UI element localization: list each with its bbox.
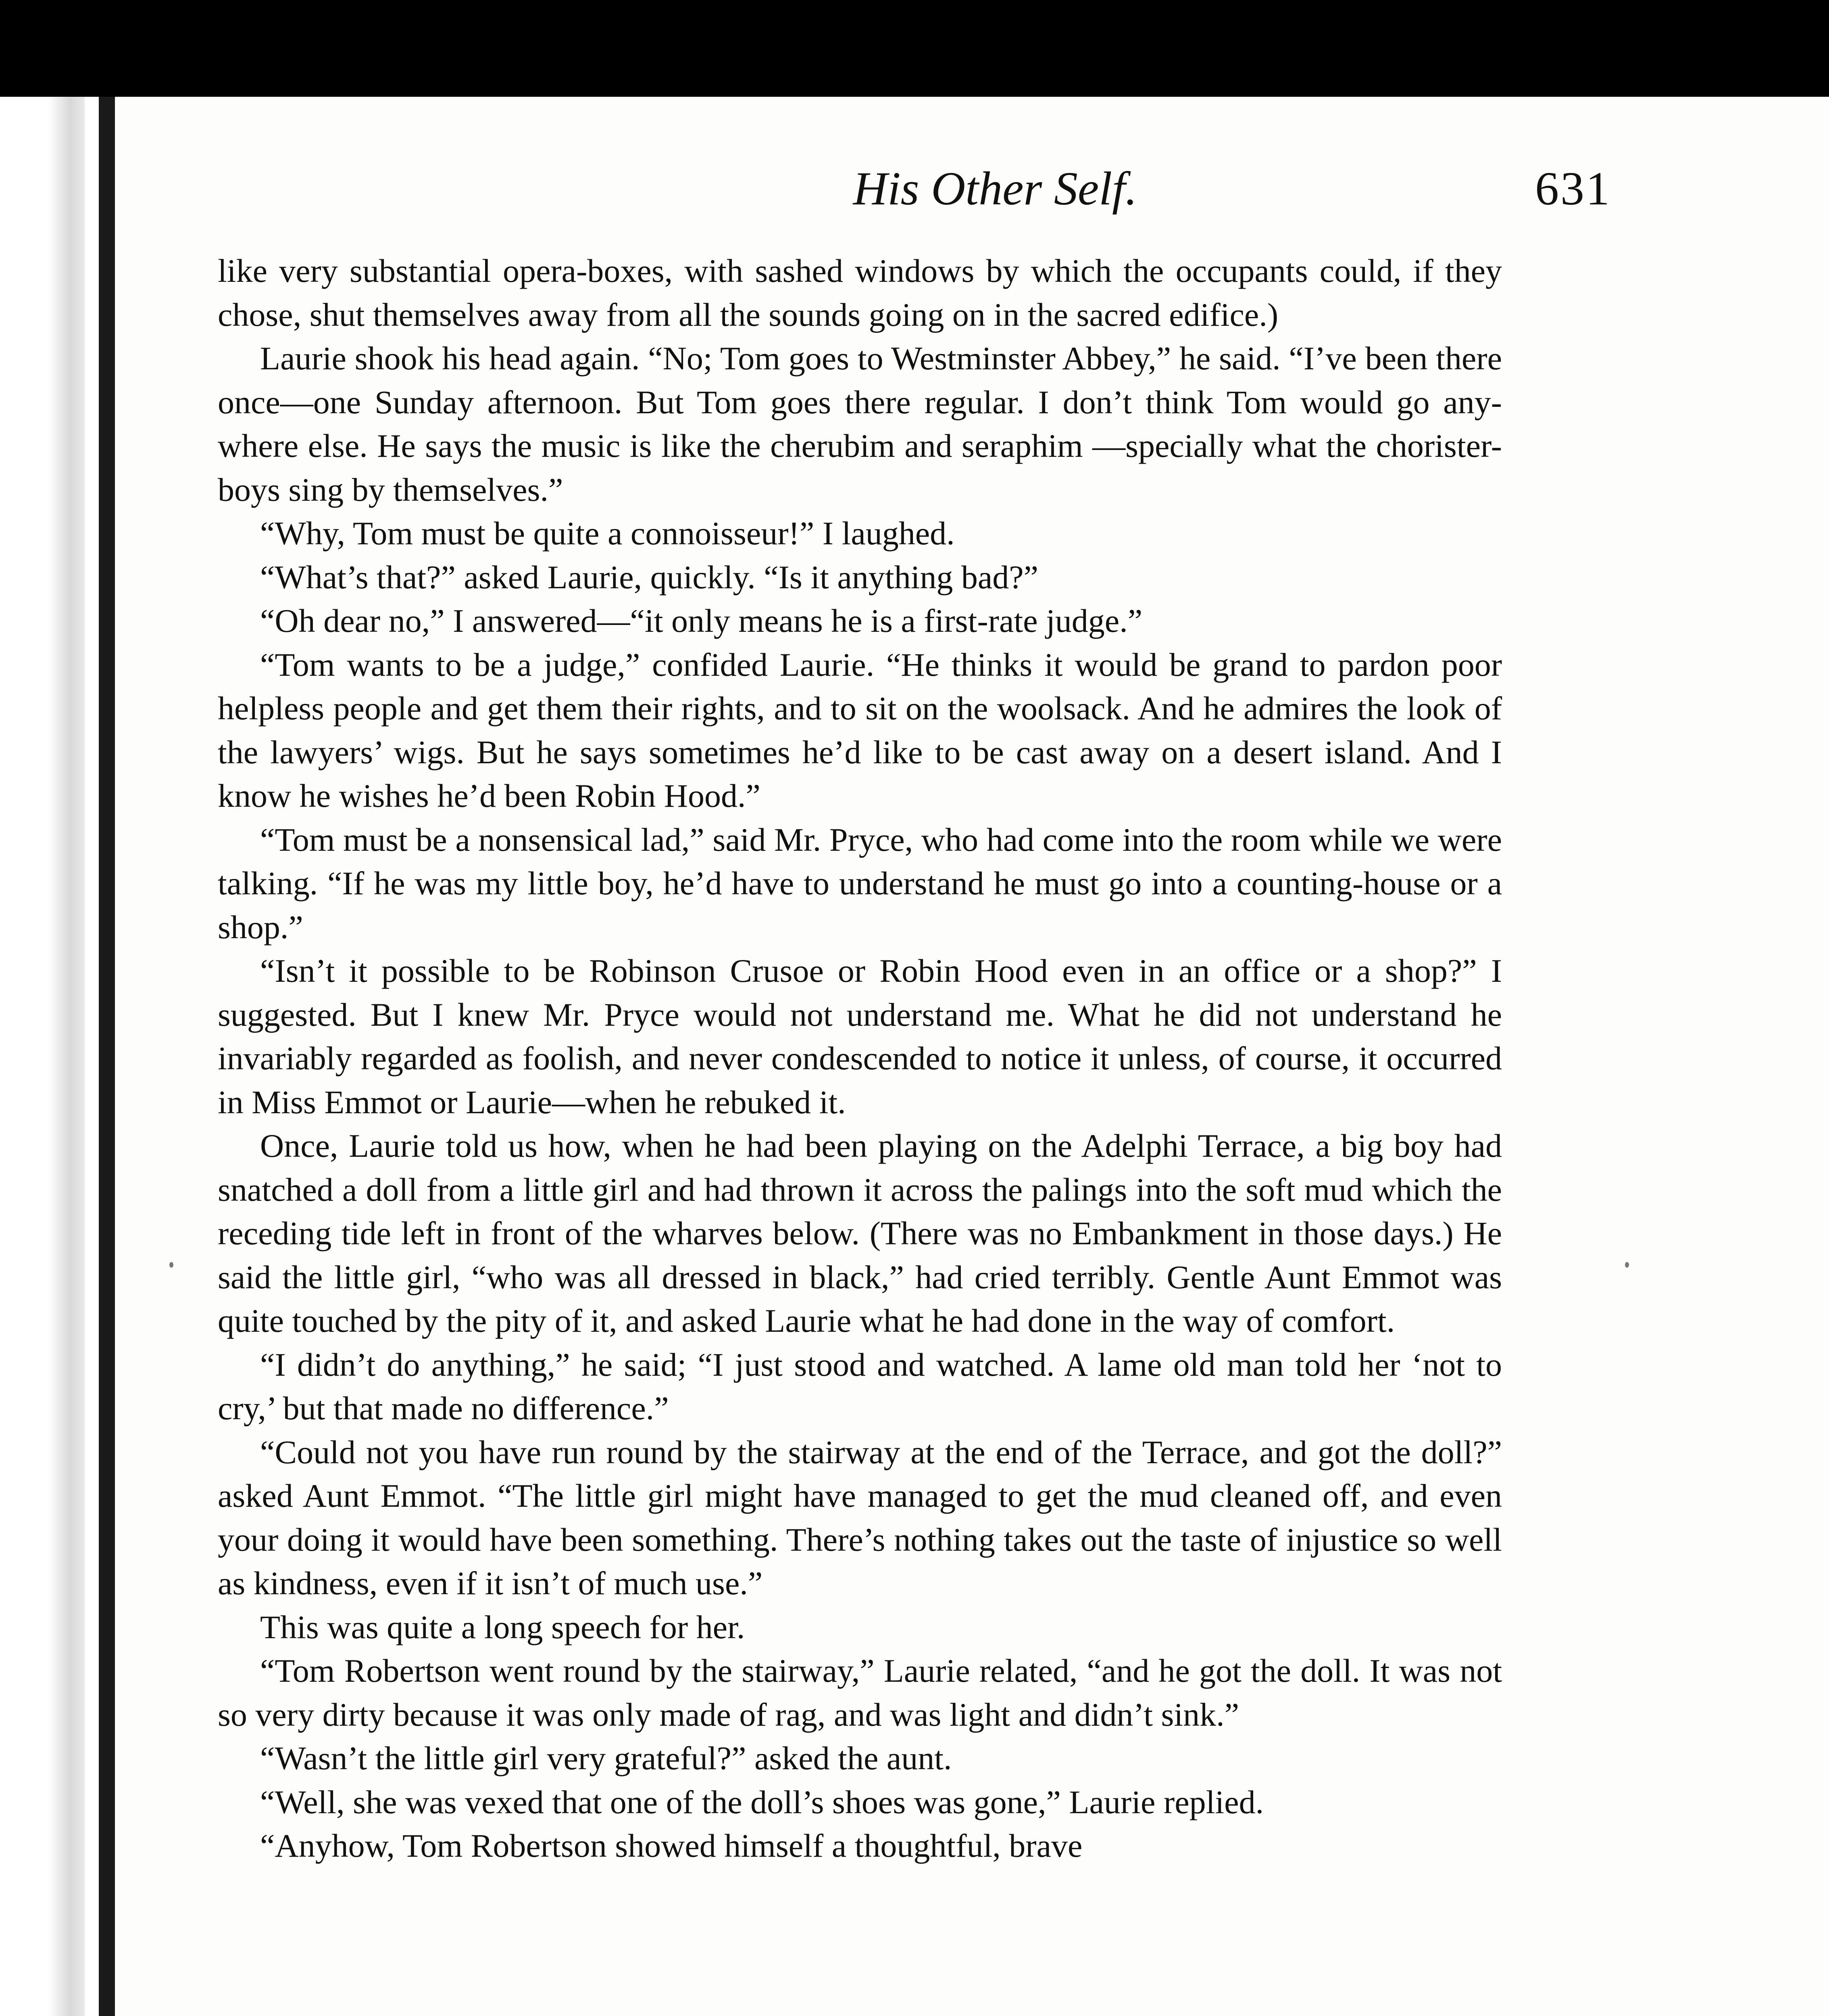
page-body [218, 249, 1502, 1868]
paragraph: “Oh dear no,” I answered—“it only means he is a first-rate judge.” [260, 602, 1143, 639]
paragraph: like very substantial opera-boxes, with sashed windows by which the occupants could, if they chose, shut themselves away from all the sounds going on in the sacred edifice.) [218, 252, 1502, 333]
page-header [218, 161, 1611, 234]
paragraph: “Tom must be a nonsensical lad,” said Mr. Pryce, who had come into the room while we were talking. “If he was my little boy, he’d have to understand he must go into a counting-house or a shop.” [218, 821, 1502, 946]
running-title: His Other Self. [853, 162, 1137, 215]
paragraph: This was quite a long speech for her. [260, 1608, 745, 1645]
paragraph: “Why, Tom must be quite a connoisseur!” I laughed. [260, 515, 955, 552]
paragraph: “I didn’t do anything,” he said; “I just stood and watched. A lame old man told her ‘not to cry,’ but that made no difference.” [218, 1346, 1502, 1427]
paragraph: Laurie shook his head again. “No; Tom goes to Westminster Abbey,” he said. “I’ve been there once—one Sunday afternoon. But Tom goes there regular. I don’t think Tom would go any-where else. He says the music is like the cherubim and seraphim —specially what the chorister-boys sing by themselves.” [218, 340, 1502, 508]
paragraph: “Isn’t it possible to be Robinson Crusoe or Robin Hood even in an office or a shop?” I suggested. But I knew Mr. Pryce would not understand me. What he did not understand he invariably regarded as foolish, and never condescended to notice it unless, of course, it occurred in Miss Emmot or Laurie—when he rebuked it. [218, 952, 1502, 1120]
paper-speck [169, 1262, 173, 1268]
paragraph: “What’s that?” asked Laurie, quickly. “Is it anything bad?” [260, 558, 1039, 596]
gutter-shadow [48, 97, 85, 2016]
paragraph: “Tom Robertson went round by the stairway,” Laurie related, “and he got the doll. It was not so very dirty because it was only made of rag, and was light and didn’t sink.” [218, 1652, 1502, 1733]
page-number: 631 [1535, 162, 1611, 215]
paragraph: “Tom wants to be a judge,” confided Laurie. “He thinks it would be grand to pardon poor helpless people and get them their rights, and to sit on the woolsack. And he admires the look of the lawyers’ wigs. But he says sometimes he’d like to be cast away on a desert island. And I know he wishes he’d been Robin Hood.” [218, 646, 1502, 814]
paragraph: “Could not you have run round by the stairway at the end of the Terrace, and got the doll?” asked Aunt Emmot. “The little girl might have managed to get the mud cleaned off, and even your doing it would have been something. There’s nothing takes out the taste of injustice so well as kindness, even if it isn’t of much use.” [218, 1433, 1502, 1602]
paragraph: Once, Laurie told us how, when he had been playing on the Adelphi Terrace, a big boy had snatched a doll from a little girl and had thrown it across the palings into the soft mud which the receding tide left in front of the wharves below. (There was no Embankment in those days.) He said the little girl, “who was all dressed in black,” had cried terribly. Gentle Aunt Emmot was quite touched by the pity of it, and asked Laurie what he had done in the way of comfort. [218, 1127, 1502, 1339]
paragraph: “Wasn’t the little girl very grateful?” asked the aunt. [260, 1740, 952, 1776]
paper-speck [1625, 1262, 1629, 1268]
paragraph: “Well, she was vexed that one of the doll’s shoes was gone,” Laurie replied. [260, 1783, 1264, 1820]
paragraph: “Anyhow, Tom Robertson showed himself a thoughtful, brave [260, 1827, 1083, 1864]
